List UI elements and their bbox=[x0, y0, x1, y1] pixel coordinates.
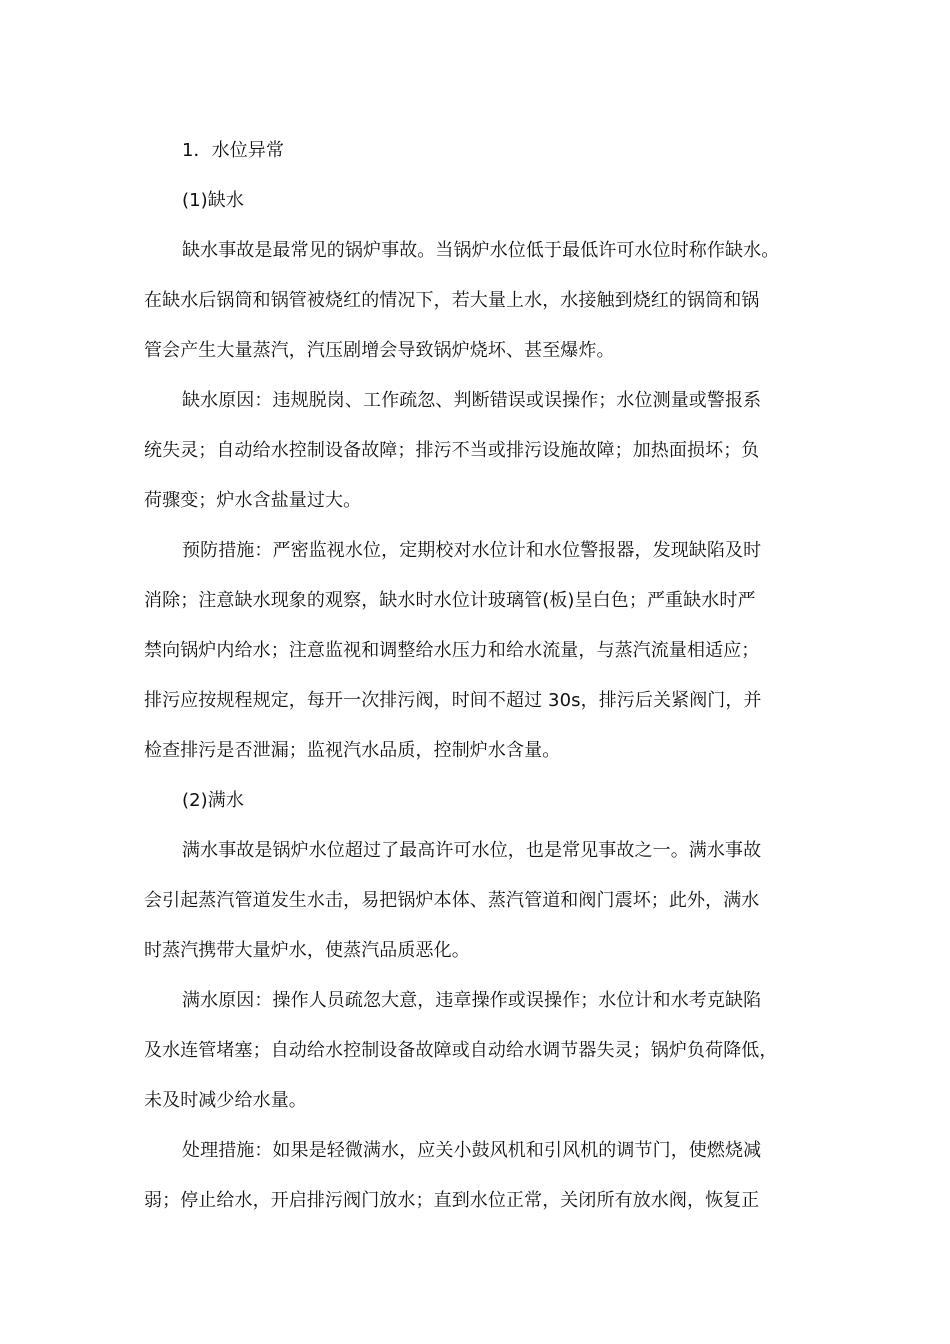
text-line: 时蒸汽携带大量炉水，使蒸汽品质恶化。 bbox=[144, 940, 470, 961]
document-body bbox=[144, 126, 816, 1226]
text-line: 满水原因：操作人员疏忽大意，违章操作或误操作；水位计和水考克缺陷 bbox=[182, 990, 762, 1011]
text-line: 及水连管堵塞；自动给水控制设备故障或自动给水调节器失灵；锅炉负荷降低， bbox=[144, 1040, 778, 1061]
text-line: 禁向锅炉内给水；注意监视和调整给水压力和给水流量，与蒸汽流量相适应； bbox=[144, 640, 760, 661]
paragraph-handling-measures bbox=[144, 1126, 816, 1226]
text-line: 在缺水后锅筒和锅管被烧红的情况下，若大量上水，水接触到烧红的锅筒和锅 bbox=[144, 290, 760, 311]
subsection-heading-shortage: (1)缺水 bbox=[182, 190, 244, 211]
text-line: 处理措施：如果是轻微满水，应关小鼓风机和引风机的调节门，使燃烧减 bbox=[182, 1140, 762, 1161]
text-line: 消除；注意缺水现象的观察，缺水时水位计玻璃管(板)呈白色；严重缺水时严 bbox=[144, 590, 756, 611]
text-line: 管会产生大量蒸汽，汽压剧增会导致锅炉烧坏、甚至爆炸。 bbox=[144, 340, 615, 361]
text-line: 满水事故是锅炉水位超过了最高许可水位，也是常见事故之一。满水事故 bbox=[182, 840, 762, 861]
paragraph-shortage-causes bbox=[144, 376, 816, 526]
text-line: 会引起蒸汽管道发生水击，易把锅炉本体、蒸汽管道和阀门震坏；此外，满水 bbox=[144, 890, 760, 911]
text-line: 缺水事故是最常见的锅炉事故。当锅炉水位低于最低许可水位时称作缺水。 bbox=[182, 240, 780, 261]
section-heading: 1．水位异常 bbox=[182, 140, 285, 161]
paragraph-prevention-measures bbox=[144, 526, 816, 776]
paragraph-overflow-definition bbox=[144, 826, 816, 976]
text-line: 检查排污是否泄漏；监视汽水品质，控制炉水含量。 bbox=[144, 740, 561, 761]
paragraph-overflow-causes bbox=[144, 976, 816, 1126]
text-line: 荷骤变；炉水含盐量过大。 bbox=[144, 490, 362, 511]
text-line: 缺水原因：违规脱岗、工作疏忽、判断错误或误操作；水位测量或警报系 bbox=[182, 390, 762, 411]
subsection-heading-overflow: (2)满水 bbox=[182, 790, 244, 811]
text-line: 弱；停止给水，开启排污阀门放水；直到水位正常，关闭所有放水阀，恢复正 bbox=[144, 1190, 760, 1211]
text-line: 排污应按规程规定，每开一次排污阀，时间不超过 30s，排污后关紧阀门，并 bbox=[144, 690, 762, 711]
text-line: 未及时减少给水量。 bbox=[144, 1090, 307, 1111]
paragraph-shortage-definition bbox=[144, 226, 816, 376]
text-line: 预防措施：严密监视水位，定期校对水位计和水位警报器，发现缺陷及时 bbox=[182, 540, 762, 561]
text-line: 统失灵；自动给水控制设备故障；排污不当或排污设施故障；加热面损坏；负 bbox=[144, 440, 760, 461]
